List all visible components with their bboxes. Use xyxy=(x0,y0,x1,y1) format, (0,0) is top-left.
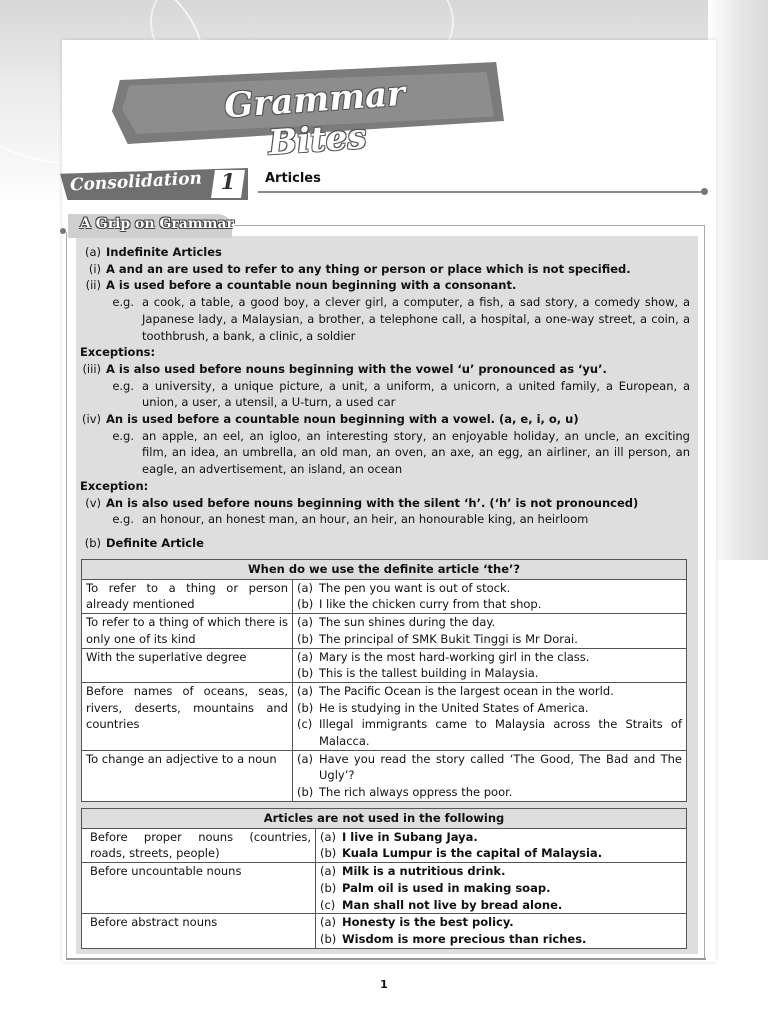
example-text: This is the tallest building in Malaysia. xyxy=(319,666,539,681)
usage-cell: Before names of oceans, seas, rivers, deserts, mountains and countries xyxy=(82,682,293,750)
example-text: The Pacific Ocean is the largest ocean in the world. xyxy=(319,683,614,698)
example-marker: (a) xyxy=(297,615,314,630)
example-line xyxy=(293,716,686,749)
rule-i xyxy=(80,261,690,278)
example-line xyxy=(293,751,686,784)
table-row xyxy=(82,828,687,862)
example-marker: (a) xyxy=(297,649,314,664)
usage-cell: To refer to a thing or person already mentioned xyxy=(82,579,293,613)
example-text: The sun shines during the day. xyxy=(319,615,496,630)
side-background xyxy=(708,0,768,560)
definite-article-table xyxy=(81,559,687,802)
example-text: Milk is a nutritious drink. xyxy=(342,864,506,879)
examples-cell xyxy=(316,914,687,948)
table-row xyxy=(82,863,687,914)
example-line xyxy=(316,897,686,914)
grip-dot xyxy=(60,228,66,234)
consolidation-label: Consolidation xyxy=(69,168,203,196)
usage-cell: To refer to a thing of which there is only one of its kind xyxy=(82,614,293,648)
grip-border-top xyxy=(234,225,704,226)
table-row xyxy=(82,648,687,682)
rule-ii xyxy=(80,277,690,294)
list-marker: (iii) xyxy=(82,361,101,376)
exception-heading: Exception: xyxy=(80,478,149,493)
example-text: a university, a unique picture, a unit, a uniform, a unicorn, a united family, a European, a union, a user, a utensil, a U-turn, a used car xyxy=(142,378,690,410)
example-text: The rich always oppress the poor. xyxy=(319,785,513,800)
example-marker: (a) xyxy=(320,829,337,844)
table-row xyxy=(82,579,687,613)
list-marker: (b) xyxy=(84,535,101,550)
example-text: Kuala Lumpur is the capital of Malaysia. xyxy=(342,846,603,861)
example-text: Man shall not live by bread alone. xyxy=(342,897,563,912)
examples-cell xyxy=(293,648,687,682)
example-marker: (b) xyxy=(297,700,314,715)
banner-title: Grammar Bites xyxy=(222,73,407,164)
example-line xyxy=(293,683,686,700)
table-header: Articles are not used in the following xyxy=(82,809,687,829)
usage-cell: With the superlative degree xyxy=(82,648,293,682)
definite-heading xyxy=(80,535,690,552)
examples-cell xyxy=(293,682,687,750)
grip-border-right xyxy=(704,225,705,958)
eg-label: e.g. xyxy=(112,295,134,310)
list-marker: (iv) xyxy=(82,412,101,427)
example-line xyxy=(293,649,686,666)
grip-label: A Grip on Grammar xyxy=(80,216,234,232)
example-line xyxy=(293,784,686,801)
example-line xyxy=(293,580,686,597)
eg-label: e.g. xyxy=(112,512,134,527)
examples-cell xyxy=(293,579,687,613)
list-marker: (v) xyxy=(85,495,101,510)
rule-iii xyxy=(80,361,690,378)
list-marker: (i) xyxy=(88,261,101,276)
example-line xyxy=(316,914,686,931)
example-line xyxy=(316,829,686,846)
rule-text: A is used before a countable noun beginning with a consonant. xyxy=(106,278,517,293)
list-marker: (a) xyxy=(84,245,101,259)
rule-v xyxy=(80,495,690,512)
example-line xyxy=(316,880,686,897)
example-line xyxy=(316,845,686,862)
example-marker: (a) xyxy=(297,580,314,595)
example-marker: (a) xyxy=(320,915,337,930)
example-text: an honour, an honest man, an hour, an heir, an honourable king, an heirloom xyxy=(142,512,589,527)
rule-iv xyxy=(80,411,690,428)
example-text: a cook, a table, a good boy, a clever girl, a computer, a fish, a sad story, a comedy show, a Japanese lady, a Malaysian, a brother, a telephone call, a hospital, a one-way street, a coin, a toothbrush, a bank, a clinic, a soldier xyxy=(142,295,690,343)
examples-cell xyxy=(293,750,687,801)
example-iv xyxy=(80,428,690,478)
grammar-notes xyxy=(80,244,690,552)
table-row xyxy=(82,614,687,648)
example-text: Have you read the story called ‘The Good, The Bad and The Ugly’? xyxy=(319,751,682,783)
example-text: Illegal immigrants came to Malaysia across the Straits of Malacca. xyxy=(319,717,682,749)
example-ii xyxy=(80,294,690,344)
example-line xyxy=(316,863,686,880)
example-line xyxy=(293,665,686,682)
example-marker: (b) xyxy=(297,666,314,681)
title-rule-dot xyxy=(701,188,708,195)
example-line xyxy=(293,700,686,717)
example-text: He is studying in the United States of America. xyxy=(319,700,589,715)
page-number: 1 xyxy=(380,978,388,991)
grip-border-left xyxy=(66,232,67,958)
grip-border-bottom xyxy=(66,958,706,960)
example-line xyxy=(316,931,686,948)
examples-cell xyxy=(316,863,687,914)
table-row xyxy=(82,682,687,750)
example-text: I live in Subang Jaya. xyxy=(342,829,478,844)
usage-cell: Before abstract nouns xyxy=(82,914,316,948)
usage-cell: To change an adjective to a noun xyxy=(82,750,293,801)
table-row xyxy=(82,914,687,948)
example-marker: (b) xyxy=(297,631,314,646)
rule-text: An is used before a countable noun beginning with a vowel. (a, e, i, o, u) xyxy=(106,412,579,427)
rule-text: An is also used before nouns beginning with the silent ‘h’. (‘h’ is not pronounced) xyxy=(106,495,639,510)
heading-text: Indefinite Articles xyxy=(106,245,222,259)
example-line xyxy=(293,596,686,613)
example-line xyxy=(293,614,686,631)
consolidation-number: 1 xyxy=(220,169,236,194)
example-marker: (a) xyxy=(320,864,337,879)
exceptions-heading: Exceptions: xyxy=(80,345,156,360)
example-marker: (a) xyxy=(297,751,314,766)
examples-cell xyxy=(316,828,687,862)
example-text: an apple, an eel, an igloo, an interesting story, an enjoyable holiday, an uncle, an exciting film, an idea, an umbrella, an old man, an oven, an axe, an egg, an airliner, an ill person, an eagle, an advertisement, an island, an ocean xyxy=(142,428,690,477)
rule-text: A and an are used to refer to any thing or person or place which is not specified. xyxy=(106,261,631,276)
example-marker: (a) xyxy=(297,683,314,698)
example-iii xyxy=(80,378,690,411)
table-header: When do we use the definite article ‘the’? xyxy=(82,560,687,580)
example-text: The pen you want is out of stock. xyxy=(319,580,511,595)
example-marker: (b) xyxy=(320,846,337,861)
usage-cell: Before uncountable nouns xyxy=(82,863,316,914)
example-marker: (b) xyxy=(297,785,314,800)
example-text: Wisdom is more precious than riches. xyxy=(342,931,587,946)
example-text: Mary is the most hard-working girl in the class. xyxy=(319,649,590,664)
example-marker: (b) xyxy=(320,931,337,946)
example-text: Palm oil is used in making soap. xyxy=(342,880,551,895)
section-title: Articles xyxy=(265,171,321,186)
example-line xyxy=(293,631,686,648)
usage-cell: Before proper nouns (countries, roads, streets, people) xyxy=(82,828,316,862)
example-marker: (b) xyxy=(320,880,337,895)
eg-label: e.g. xyxy=(112,378,134,393)
example-text: I like the chicken curry from that shop. xyxy=(319,597,542,612)
list-marker: (ii) xyxy=(85,278,101,293)
table-row xyxy=(82,750,687,801)
title-rule xyxy=(258,191,706,193)
example-text: The principal of SMK Bukit Tinggi is Mr Dorai. xyxy=(319,631,578,646)
rule-text: A is also used before nouns beginning with the vowel ‘u’ pronounced as ‘yu’. xyxy=(106,361,607,376)
example-marker: (c) xyxy=(320,897,336,912)
example-text: Honesty is the best policy. xyxy=(342,915,514,930)
eg-label: e.g. xyxy=(112,428,134,443)
example-marker: (b) xyxy=(297,597,314,612)
no-article-table xyxy=(81,808,687,949)
example-marker: (c) xyxy=(297,717,313,732)
example-v xyxy=(80,511,690,528)
examples-cell xyxy=(293,614,687,648)
indefinite-heading xyxy=(80,244,690,261)
heading-text: Definite Article xyxy=(106,535,204,550)
